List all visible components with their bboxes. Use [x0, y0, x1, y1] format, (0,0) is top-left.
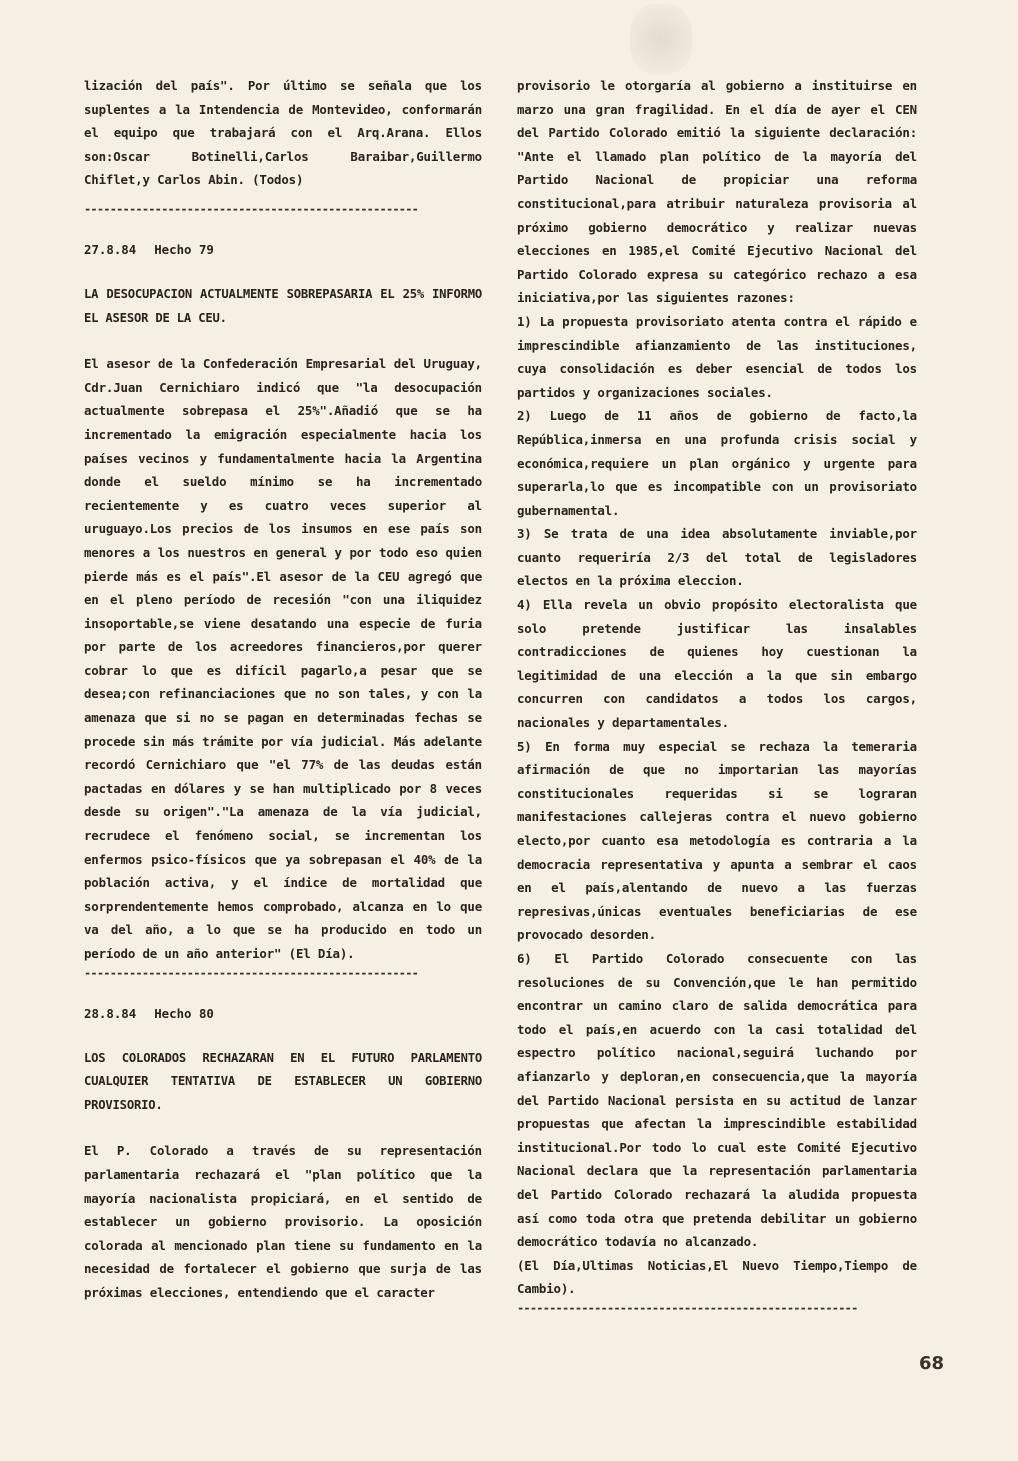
hecho-80-dateline — [84, 1002, 482, 1025]
declaration-item-1: 1) La propuesta provisoriato atenta contra el rápido e imprescindible afianzamiento de las instituciones, cuya consolidación es deber esencial de todos los partidos y organizaciones sociales. — [517, 313, 917, 400]
declaration-item-3: 3) Se trata de una idea absolutamente inviable,por cuanto requeriría 2/3 del total de legisladores electos en la próxima eleccion. — [517, 526, 917, 589]
separator-line: ---------------------------------------------------- — [84, 201, 419, 216]
hecho-79-headline: LA DESOCUPACION ACTUALMENTE SOBREPASARIA EL 25% INFORMO EL ASESOR DE LA CEU. — [84, 286, 482, 325]
hecho-80-headline: LOS COLORADOS RECHAZARAN EN EL FUTURO PARLAMENTO CUALQUIER TENTATIVA DE ESTABLECER UN GOBIERNO PROVISORIO. — [84, 1050, 482, 1112]
hecho-79-body: El asesor de la Confederación Empresarial del Uruguay, Cdr.Juan Cernichiaro indicó que "la desocupación actualmente sobrepasa el 25%".Añadió que se ha incrementado la emigración especialmente hacia los países vecinos y fundamentalmente hacia la Argentina donde el sueldo mínimo se ha incrementado recientemente y es cuatro veces superior al uruguayo.Los precios de los insumos en ese país son menores a los nuestros en general y por todo eso quien pierde más es el país".El asesor de la CEU agregó que en el pleno período de recesión "con una iliquidez insoportable,se viene desatando una especie de furia por parte de los acreedores financieros,por querer cobrar lo que es difícil pagarlo,a pesar que se desea;con refinanciaciones que no son tales, y con la amenaza que si no se pagan en determinadas fechas se procede sin más trámite por vía judicial. Más adelante recordó Cernichiaro que "el 77% de las deudas están pactadas en dólares y se han multiplicado por 8 veces desde su origen"."La amenaza de la vía judicial, recrudece el fenómeno social, se incrementan los enfermos psico-físicos que ya sobrepasan el 40% de la población activa, y el índice de mortalidad que sorprendentemente hemos comprobado, alcanza en lo que va del año, a lo que se ha producido en todo un período de un año anterior" (El Día). — [84, 356, 482, 961]
declaration-intro: provisorio le otorgaría al gobierno a instituirse en marzo una gran fragilidad. En el día de ayer el CEN del Partido Colorado emitió la siguiente declaración: "Ante el llamado plan político de la mayoría del Partido Nacional de propiciar una reforma constitucional,para atribuir naturaleza provisoria al próximo gobierno democrático y realizar nuevas elecciones en 1985,el Comité Ejecutivo Nacional del Partido Colorado expresa su categórico rechazo a esa iniciativa,por las siguientes razones: — [517, 78, 917, 306]
declaration-item-2: 2) Luego de 11 años de gobierno de facto,la República,inmersa en una profunda crisis social y económica,requiere un plan orgánico y urgente para superarla,lo que es incompatible con un provisoriato gubernamental. — [517, 408, 917, 518]
hecho-79-number: Hecho 79 — [154, 241, 214, 257]
hecho-80-body: El P. Colorado a través de su representación parlamentaria rechazará el "plan político que la mayoría nacionalista propiciará, en el sentido de establecer un gobierno provisorio. La oposición colorada al mencionado plan tiene su fundamento en la necesidad de fortalecer el gobierno que surja de las próximas elecciones, entendiendo que el caracter — [84, 1143, 482, 1300]
hecho-79-date: 27.8.84 — [84, 241, 137, 257]
paper-stain — [630, 4, 692, 74]
declaration-item-5: 5) En forma muy especial se rechaza la temeraria afirmación de que no importarian las mayorías constitucionales requeridas si se lograran manifestaciones callejeras contra el nuevo gobierno electo,por cuanto esa metodología es contraria a la democracia representativa y apunta a sembrar el caos en el país,alentando de nuevo a las fuerzas represivas,únicas eventuales beneficiarias de ese provocado desorden. — [517, 738, 917, 943]
separator-line: ---------------------------------------------------- — [84, 965, 419, 980]
right-column — [517, 74, 917, 1315]
sources-citation: (El Día,Ultimas Noticias,El Nuevo Tiempo,Tiempo de Cambio). — [517, 1257, 917, 1297]
hecho-79-dateline — [84, 238, 482, 261]
page-number: 68 — [918, 1353, 944, 1374]
left-column — [84, 74, 482, 1305]
hecho-80-date: 28.8.84 — [84, 1005, 137, 1021]
declaration-item-4: 4) Ella revela un obvio propósito electoralista que solo pretende justificar las insalables contradicciones de quienes hoy cuestionan la legitimidad de una elección a la que sin embargo concurren con candidatos a todos los cargos, nacionales y departamentales. — [517, 597, 917, 731]
separator-line: ----------------------------------------------------- — [517, 1300, 858, 1315]
hecho-80-number: Hecho 80 — [154, 1005, 214, 1021]
declaration-item-6: 6) El Partido Colorado consecuente con las resoluciones de su Convención,que le han permitido encontrar un camino claro de salida democrática para todo el país,en acuerdo con la casi totalidad del espectro político nacional,seguirá luchando por afianzarlo y deploran,en consecuencia,que la mayoría del Partido Nacional persista en su actitud de lanzar propuestas que afectan la imprescindible estabilidad institucional.Por todo lo cual este Comité Ejecutivo Nacional declara que la representación parlamentaria del Partido Colorado rechazará la aludida propuesta así como toda otra que pretenda debilitar un gobierno democrático todavía no alcanzado. — [517, 950, 917, 1250]
continued-paragraph: lización del país". Por último se señala que los suplentes a la Intendencia de Montevideo, conformarán el equipo que trabajará con el Arq.Arana. Ellos son:Oscar Botinelli,Carlos Baraibar,Guillermo Chiflet,y Carlos Abin. (Todos) — [84, 78, 482, 188]
